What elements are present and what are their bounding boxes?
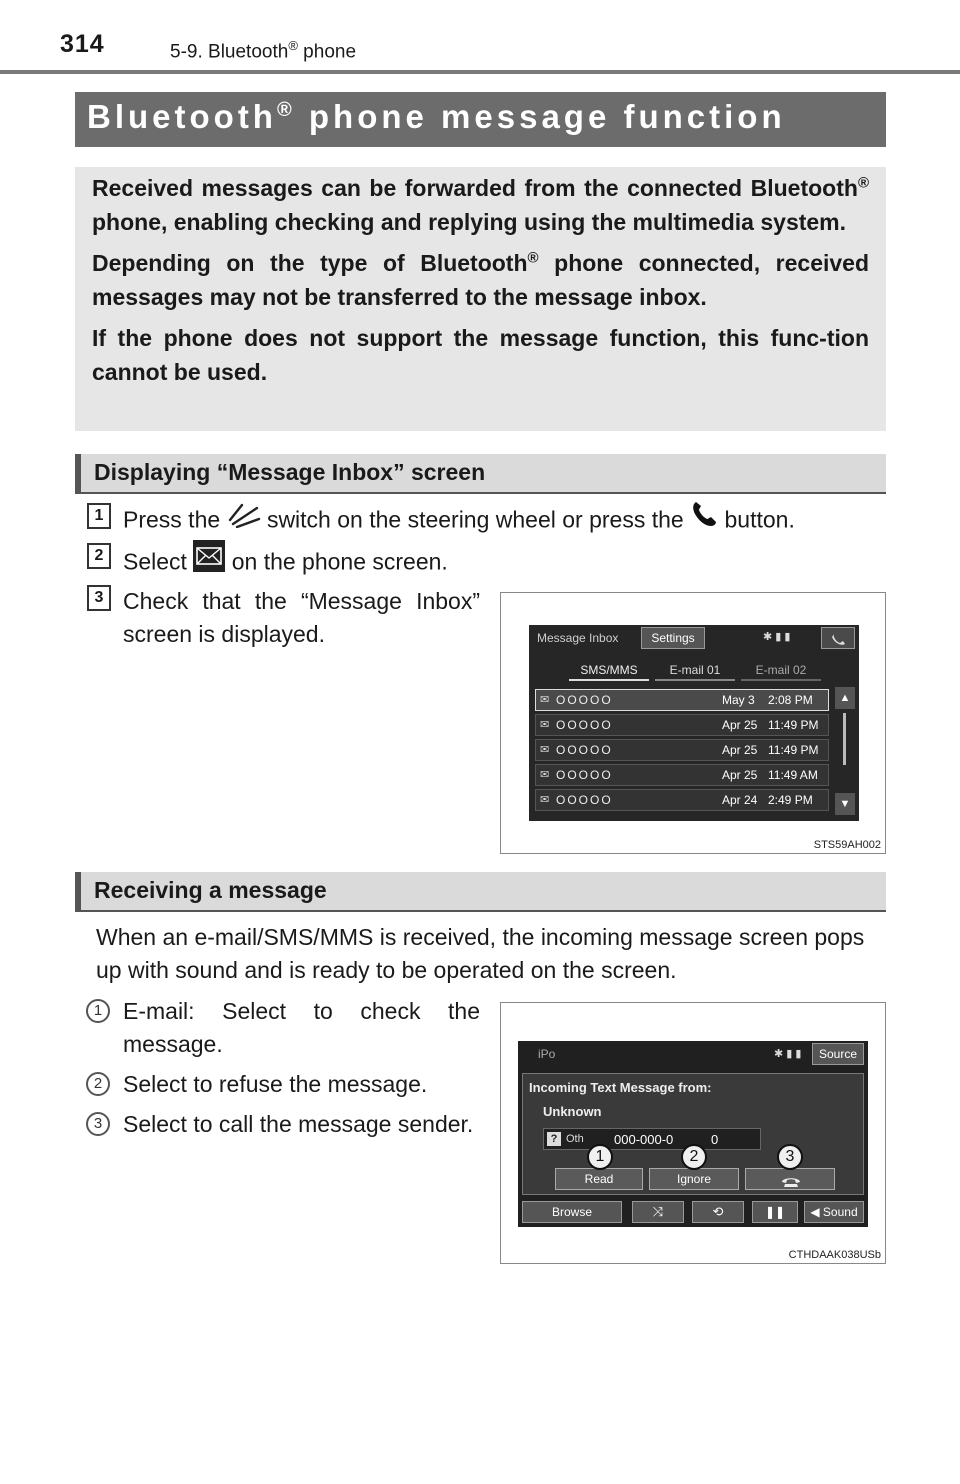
row-date: Apr 25	[722, 768, 758, 782]
intro-paragraph-2: Depending on the type of Bluetooth® phone connected, received messages may not be transferred to the message inbox.	[92, 249, 870, 310]
sender-number: 000-000-0	[614, 1132, 674, 1147]
message-inbox-figure	[500, 592, 886, 854]
envelope-icon: ✉	[540, 769, 550, 781]
table-row[interactable]	[535, 714, 829, 736]
talk-switch-icon	[227, 500, 261, 537]
row-date: Apr 24	[722, 793, 758, 807]
bottom-toolbar	[522, 1201, 864, 1223]
scroll-down-button[interactable]: ▼	[835, 793, 855, 815]
row-sender: OOOOO	[556, 768, 613, 782]
envelope-icon: ✉	[540, 719, 550, 731]
envelope-icon: ✉	[540, 694, 550, 706]
registered-mark: ®	[288, 38, 298, 53]
title-bar	[75, 92, 886, 147]
popup-heading: Incoming Text Message from:	[529, 1080, 712, 1095]
read-button[interactable]: Read	[555, 1168, 643, 1190]
intro-paragraph-3: If the phone does not support the message function, this func-tion cannot be used.	[92, 325, 869, 385]
row-time: 2:49 PM	[768, 793, 813, 807]
figure-code: CTHDAAK038USb	[788, 1249, 881, 1261]
message-envelope-icon	[193, 540, 225, 581]
table-row[interactable]	[535, 789, 829, 811]
callout-2: 2	[681, 1144, 707, 1170]
item-1-text: E-mail: Select to check the message.	[123, 998, 480, 1057]
shuffle-button[interactable]	[632, 1201, 684, 1223]
step-3-marker: 3	[87, 585, 111, 611]
screen-title: Message Inbox	[537, 631, 619, 645]
step-3-text: Check that the “Message Inbox” screen is displayed.	[123, 588, 480, 647]
envelope-icon: ✉	[540, 794, 550, 806]
screen-top-left-label: iPo	[538, 1047, 556, 1061]
row-time: 11:49 PM	[768, 718, 819, 732]
item-3-marker: 3	[86, 1112, 110, 1136]
section-heading-message-inbox: Displaying “Message Inbox” screen	[75, 454, 886, 494]
source-button[interactable]: Source	[812, 1043, 864, 1065]
table-row[interactable]	[535, 689, 829, 711]
speaker-icon: ◀	[810, 1205, 823, 1219]
callout-1: 1	[587, 1144, 613, 1170]
page-title	[87, 98, 786, 136]
incoming-message-figure	[500, 1002, 886, 1264]
phone-handset-icon	[822, 628, 856, 650]
section-suffix: phone	[297, 41, 357, 63]
settings-button[interactable]: Settings	[641, 627, 705, 649]
section-reference	[170, 38, 356, 63]
repeat-button[interactable]	[692, 1201, 744, 1223]
tab-email-02[interactable]: E-mail 02	[741, 661, 821, 681]
row-sender: OOOOO	[556, 793, 613, 807]
row-sender: OOOOO	[556, 693, 613, 707]
row-date: Apr 25	[722, 743, 758, 757]
header-rule	[0, 70, 960, 74]
row-time: 2:08 PM	[768, 693, 813, 707]
tab-email-01[interactable]: E-mail 01	[655, 661, 735, 681]
tab-sms-mms[interactable]: SMS/MMS	[569, 661, 649, 681]
page-number: 314	[60, 30, 105, 58]
step-1-marker: 1	[87, 503, 111, 529]
step-2-text: Select on the phone screen.	[123, 543, 623, 584]
incoming-message-screen	[518, 1041, 868, 1227]
title-main: Bluetooth	[87, 98, 277, 135]
phone-button-icon	[690, 500, 718, 537]
row-sender: OOOOO	[556, 743, 613, 757]
other-label: Oth	[566, 1133, 584, 1145]
scroll-up-button[interactable]: ▲	[835, 687, 855, 709]
unknown-contact-icon: ?	[547, 1132, 561, 1146]
repeat-icon: ⟲	[712, 1204, 724, 1219]
step-1-text: Press the switch on the steering wheel or press the button.	[123, 503, 883, 540]
row-date: Apr 25	[722, 718, 758, 732]
sound-button[interactable]: ◀ Sound	[804, 1201, 864, 1223]
table-row[interactable]	[535, 739, 829, 761]
pause-icon: ❚❚	[764, 1205, 786, 1219]
ignore-button[interactable]: Ignore	[649, 1168, 739, 1190]
item-2-text: Select to refuse the message.	[123, 1071, 428, 1097]
status-icons: ✱ ▮ ▮	[774, 1048, 802, 1060]
section-heading-receiving-message: Receiving a message	[75, 872, 886, 912]
table-row[interactable]	[535, 764, 829, 786]
browse-button[interactable]: Browse	[522, 1201, 622, 1223]
row-time: 11:49 AM	[768, 768, 818, 782]
item-2-marker: 2	[86, 1072, 110, 1096]
sender-number-tail: 0	[711, 1132, 719, 1147]
step-2-marker: 2	[87, 543, 111, 569]
item-1-marker: 1	[86, 999, 110, 1023]
scrollbar[interactable]	[843, 713, 846, 765]
title-rest: phone message function	[295, 98, 786, 135]
call-sender-button[interactable]	[745, 1168, 835, 1190]
callout-3: 3	[777, 1144, 803, 1170]
row-time: 11:49 PM	[768, 743, 819, 757]
telephone-icon	[746, 1169, 836, 1191]
status-icons: ✱ ▮ ▮	[763, 631, 791, 643]
receiving-intro-text: When an e-mail/SMS/MMS is received, the incoming message screen pops up with sound and is ready to be operated on the screen.	[96, 924, 865, 983]
item-3-text: Select to call the message sender.	[123, 1111, 474, 1137]
incoming-popup	[522, 1073, 864, 1195]
message-inbox-screen	[529, 625, 859, 821]
intro-box	[75, 167, 886, 431]
envelope-icon: ✉	[540, 744, 550, 756]
phone-menu-button[interactable]	[821, 627, 855, 649]
shuffle-icon: ⤨	[652, 1204, 664, 1219]
figure-code: STS59AH002	[813, 839, 881, 851]
row-sender: OOOOO	[556, 718, 613, 732]
pause-button[interactable]	[752, 1201, 798, 1223]
intro-paragraph-1: Received messages can be forwarded from the connected Bluetooth® phone, enabling checking and replying using the multimedia system.	[92, 174, 869, 235]
title-registered-mark: ®	[276, 99, 296, 121]
section-label: 5-9. Bluetooth	[170, 41, 289, 63]
sender-number-field	[543, 1128, 761, 1150]
sender-name: Unknown	[543, 1104, 602, 1119]
row-date: May 3	[722, 693, 755, 707]
